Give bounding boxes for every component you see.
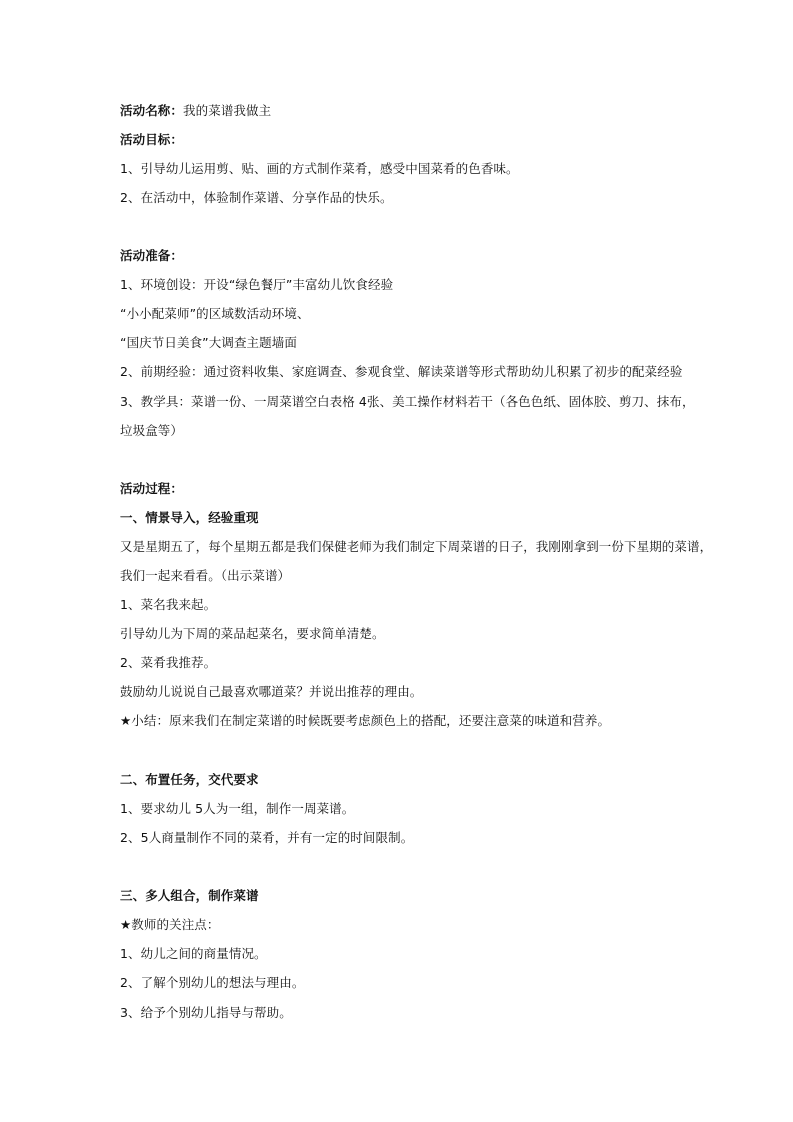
preparation-heading: 活动准备：: [120, 248, 184, 263]
section-line: ★小结：原来我们在制定菜谱的时候既要考虑颜色上的搭配，还要注意菜的味道和营养。: [120, 713, 611, 728]
preparation-line: 3、教学具：菜谱一份、一周菜谱空白表格 4张、美工操作材料若干（各色色纸、固体胶、剪刀、抹布，: [120, 394, 695, 409]
section-line: 我们一起来看看。（出示菜谱）: [120, 568, 291, 583]
section-line: ★教师的关注点：: [120, 917, 220, 932]
activity-name-label: 活动名称：: [120, 103, 184, 118]
preparation-line: 1、环境创设：开设“绿色餐厅”丰富幼儿饮食经验: [120, 277, 394, 292]
preparation-line: “小小配菜师”的区域数活动环境、: [120, 306, 310, 321]
goal-item: 1、引导幼儿运用剪、贴、画的方式制作菜肴，感受中国菜肴的色香味。: [120, 161, 519, 176]
goals-heading: 活动目标：: [120, 132, 184, 147]
section-line: 引导幼儿为下周的菜品起菜名，要求简单清楚。: [120, 626, 385, 641]
preparation-line: 垃圾盒等）: [120, 423, 184, 438]
goal-item: 2、在活动中，体验制作菜谱、分享作品的快乐。: [120, 190, 393, 205]
section-title: 三、多人组合，制作菜谱: [120, 888, 259, 903]
section-line: 2、了解个别幼儿的想法与理由。: [120, 975, 305, 990]
preparation-line: 2、前期经验：通过资料收集、家庭调查、参观食堂、解读菜谱等形式帮助幼儿积累了初步的配菜经验: [120, 364, 683, 379]
section-line: 1、幼儿之间的商量情况。: [120, 946, 267, 961]
section-line: 2、5人商量制作不同的菜肴，并有一定的时间限制。: [120, 830, 414, 845]
activity-name-line: [120, 103, 680, 119]
section-line: 1、要求幼儿 5人为一组，制作一周菜谱。: [120, 801, 355, 816]
section-line: 又是星期五了，每个星期五都是我们保健老师为我们制定下周菜谱的日子，我刚刚拿到一份下星期的菜谱，: [120, 539, 713, 554]
section-title: 二、布置任务，交代要求: [120, 772, 259, 787]
section-title: 一、情景导入，经验重现: [120, 510, 259, 525]
section-line: 鼓励幼儿说说自己最喜欢哪道菜？并说出推荐的理由。: [120, 684, 423, 699]
preparation-line: “国庆节日美食”大调查主题墙面: [120, 335, 297, 350]
activity-name-value: 我的菜谱我做主: [183, 103, 272, 118]
section-line: 2、菜肴我推荐。: [120, 655, 217, 670]
process-heading: 活动过程：: [120, 481, 184, 496]
section-line: 1、菜名我来起。: [120, 597, 217, 612]
section-line: 3、给予个别幼儿指导与帮助。: [120, 1005, 292, 1020]
